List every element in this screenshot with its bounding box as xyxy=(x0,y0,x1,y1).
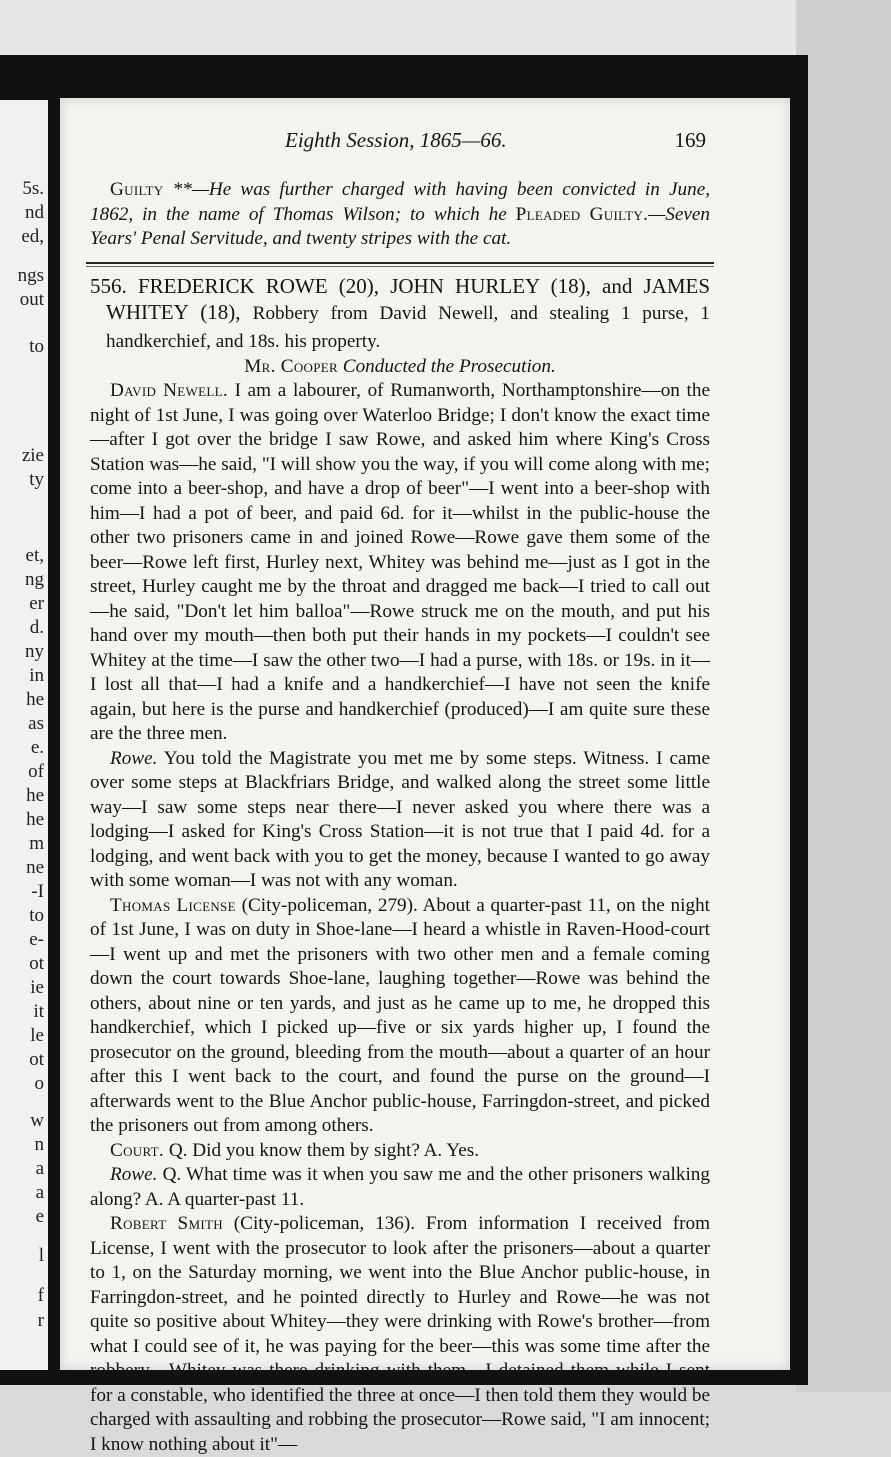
left-page-fragment: e xyxy=(35,1206,44,1227)
testimony-text: You told the Magistrate you met me by some steps. Witness. I came over some steps at Blackfriars Bridge, and walked along the street some little way—I saw some steps near there—I never asked you where there was a lodging—I asked for King's Cross Station—it is not true that I paid 4d. for a lodging, and went back with you to get the money, because I wanted to go away with some woman—I was not with any woman. xyxy=(90,747,710,891)
left-page-fragment: ne xyxy=(26,857,44,878)
left-page-fragment: -I xyxy=(31,881,44,902)
testimony-text: I am a labourer, of Rumanworth, Northamptonshire—on the night of 1st June, I was going over Waterloo Bridge; I don't know the exact time—after I got over the bridge I saw Rowe, and asked him where King's Cross Station was—he said, "I will show you the way, if you will come along with me; come into a beer-shop, and have a drop of beer"—I went into a beer-shop with him—I had a pot of beer, and paid 6d. for it—whilst in the public-house the other two prisoners came in and joined Rowe—Rowe gave them some of the beer—Rowe left first, Hurley next, Whitey was behind me—just as I got in the street, Hurley caught me by the throat and dragged me back—I tried to call out—he said, "Don't let him balloa"—Rowe struck me on the mouth, and put his hand over my mouth—then both put their hands in my pockets—I couldn't see Whitey at the time—I saw the other two—I had a purse, with 18s. or 19s. in it—I lost all that—I had a knife and a handkerchief—I have not seen the knife again, but here is the purse and handkerchief (produced)—I am quite sure these are the three men. xyxy=(90,380,711,744)
case-charge: Robbery from David Newell, and stealing 1 purse, 1 handkerchief, and 18s. his property. xyxy=(106,302,710,352)
testimony-paragraph xyxy=(90,747,710,894)
speaker-name: Rowe. xyxy=(110,747,158,769)
speaker-name: Robert Smith xyxy=(110,1213,223,1234)
left-page-fragment: a xyxy=(35,1158,44,1179)
case-number: 556. xyxy=(90,273,127,298)
left-page-fragment: he xyxy=(26,809,44,830)
testimony-text: Q. What time was it when you saw me and the other prisoners walking along? A. A quarter-past 11. xyxy=(90,1164,710,1210)
scan-background-right xyxy=(796,0,891,1392)
left-page-fragment: le xyxy=(30,1025,44,1046)
left-page-fragment: 5s. xyxy=(22,178,44,199)
speaker-name: David Newell. xyxy=(110,380,228,401)
running-title: Eighth Session, 1865—66. xyxy=(285,128,507,152)
left-page-fragment: as xyxy=(28,713,44,734)
left-page-fragment: ny xyxy=(25,641,44,662)
left-page-fragment: ot xyxy=(29,953,44,974)
left-page-fragment: w xyxy=(30,1110,44,1131)
testimony-text: Q. Did you know them by sight? A. Yes. xyxy=(164,1139,480,1161)
testimony-list xyxy=(90,379,710,1457)
left-page-fragment: o xyxy=(34,1073,44,1094)
left-page-fragment: ty xyxy=(29,469,44,490)
section-rule xyxy=(86,262,714,267)
guilty-paragraph xyxy=(90,178,710,252)
speaker-name: Rowe. xyxy=(110,1164,158,1185)
prosecution-line xyxy=(90,355,710,380)
left-page-fragment: zie xyxy=(21,445,44,466)
left-page-fragment: of xyxy=(28,761,44,782)
left-page-fragment: e- xyxy=(29,929,44,950)
testimony-paragraph xyxy=(90,1163,710,1212)
speaker-name: Court. xyxy=(110,1139,165,1161)
left-page-fragment: d. xyxy=(29,617,44,638)
case-title xyxy=(90,273,710,355)
left-page-fragment: ie xyxy=(30,977,44,998)
left-page-edge xyxy=(0,100,48,1370)
left-page-fragment: a xyxy=(35,1182,44,1203)
prosecutor-name: Mr. Cooper xyxy=(244,355,338,377)
speaker-name: Thomas License xyxy=(110,894,236,916)
left-page-fragment: m xyxy=(29,833,44,854)
sentence: —Seven Years' Penal Servitude, and twenty stripes with the cat. xyxy=(90,203,711,249)
prosecution-text: Conducted the Prosecution. xyxy=(337,355,556,377)
left-page-fragment: to xyxy=(29,905,44,926)
left-page-fragment: er xyxy=(29,593,44,614)
book-page xyxy=(60,98,790,1455)
left-page-fragment: f xyxy=(37,1285,44,1306)
testimony-paragraph xyxy=(90,1212,710,1457)
left-page-fragment: l xyxy=(38,1245,44,1266)
guilty-asterisks: ** xyxy=(163,179,192,200)
left-page-fragment: in xyxy=(29,665,44,686)
left-page-fragment: he xyxy=(26,689,44,710)
left-page-fragment: he xyxy=(26,785,44,806)
left-page-fragment: nd xyxy=(25,202,44,223)
left-page-fragment: ngs xyxy=(17,265,44,286)
pleaded-guilty: Pleaded Guilty. xyxy=(515,203,649,225)
left-page-fragment: it xyxy=(33,1001,44,1022)
page-header xyxy=(90,128,710,158)
left-page-fragment: n xyxy=(34,1134,44,1155)
guilty-word: Guilty xyxy=(110,179,164,200)
left-page-fragment: e. xyxy=(30,737,44,758)
left-page-fragment: ed, xyxy=(21,226,44,247)
testimony-text: (City-policeman, 279). About a quarter-past 11, on the night of 1st June, I was on duty in Shoe-lane—I heard a whistle in Raven-Hood-court—I went up and met the prisoners with two other men and a female coming down the court towards Shoe-lane, laughing together—Rowe was behind the others, about nine or ten yards, and just as he came up to me, he dropped this handkerchief, which I picked up—five or six yards higher up, I found the prosecutor on the ground, bleeding from the mouth—about a quarter of an hour after this I went back to the court, and found the purse on the ground—I afterwards went to the Blue Anchor public-house, Farringdon-street, and picked the prisoners out from among others. xyxy=(90,894,710,1136)
page-text xyxy=(90,128,710,1457)
left-page-fragment: ng xyxy=(25,569,44,590)
left-page-fragment: out xyxy=(19,289,44,310)
left-page-fragment: r xyxy=(37,1310,44,1331)
left-page-fragment: to xyxy=(29,336,44,357)
page-number: 169 xyxy=(674,128,706,152)
left-page-fragment: et, xyxy=(25,545,44,566)
testimony-paragraph xyxy=(90,894,710,1139)
testimony-text: (City-policeman, 136). From information I received from License, I went with the prosecutor to look after the prisoners—about a quarter to 1, on the Saturday morning, we went into the Blue Anchor public-house, in Farringdon-street, and he pointed directly to Hurley and Rowe—he was not quite so positive about Whitey—they were drinking with Rowe's brother—from what I could see of it, he was paying for the beer—this was some time after the robbery—Whitey was there drinking with them—I detained them while I sent for a constable, who identified the three at once—I then told them they would be charged with assaulting and robbing the prosecutor—Rowe said, "I am innocent; I know nothing about it"— xyxy=(90,1213,710,1455)
guilty-charge: —He was further charged with having been convicted in June, 1862, in the name of Thomas Wilson; to which he xyxy=(90,179,711,225)
left-page-fragment: ot xyxy=(29,1049,44,1070)
testimony-paragraph xyxy=(90,1139,710,1164)
testimony-paragraph xyxy=(90,379,710,747)
scan-background-top xyxy=(0,0,891,60)
case-defendants: FREDERICK ROWE (20), JOHN HURLEY (18), and JAMES WHITEY (18), xyxy=(106,273,711,324)
